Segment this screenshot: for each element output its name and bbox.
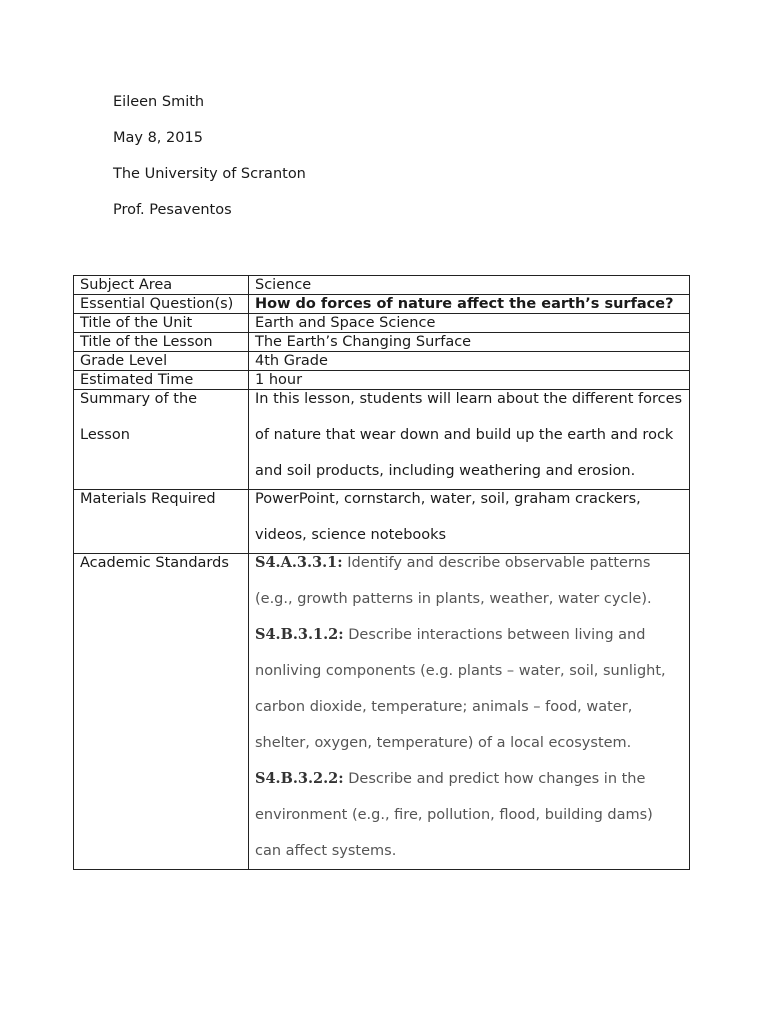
table-row: [74, 276, 690, 295]
author-name: Eileen Smith: [113, 94, 205, 110]
professor-name: Prof. Pesaventos: [113, 202, 232, 218]
table-row: [74, 490, 690, 554]
standards-label: Academic Standards: [74, 554, 249, 870]
summary-text: In this lesson, students will learn about the different forces of nature that wear down and build up the earth and rock and soil products, including weathering and erosion.: [255, 391, 683, 479]
document-header: [113, 92, 306, 236]
essential-question-value: [249, 295, 690, 314]
standard-description: Describe and predict how changes in the environment (e.g., fire, pollution, flood, building dams) can affect systems.: [255, 771, 653, 859]
standard-code: S4.A.3.3.1:: [255, 554, 343, 571]
standard-code: S4.B.3.1.2:: [255, 626, 344, 643]
lesson-title-value: The Earth’s Changing Surface: [249, 333, 690, 352]
lesson-title-label: Title of the Lesson: [74, 333, 249, 352]
standard-item: [255, 617, 683, 761]
standards-value: [249, 554, 690, 870]
subject-area-value: Science: [249, 276, 690, 295]
table-row: [74, 314, 690, 333]
estimated-time-value: 1 hour: [249, 371, 690, 390]
standard-item: [255, 761, 683, 869]
unit-title-label: Title of the Unit: [74, 314, 249, 333]
grade-level-value: 4th Grade: [249, 352, 690, 371]
summary-value: [249, 390, 690, 490]
table-row: [74, 554, 690, 870]
table-row: [74, 333, 690, 352]
materials-text: PowerPoint, cornstarch, water, soil, graham crackers, videos, science notebooks: [255, 491, 641, 543]
materials-value: [249, 490, 690, 554]
table-row: [74, 352, 690, 371]
subject-area-label: Subject Area: [74, 276, 249, 295]
standard-code: S4.B.3.2.2:: [255, 770, 344, 787]
document-date: May 8, 2015: [113, 130, 203, 146]
standard-item: [255, 545, 683, 617]
essential-question-label: Essential Question(s): [74, 295, 249, 314]
summary-label: [74, 390, 249, 490]
estimated-time-label: Estimated Time: [74, 371, 249, 390]
summary-label-text: Summary of the Lesson: [80, 391, 198, 443]
standard-description: Describe interactions between living and nonliving components (e.g. plants – water, soil, sunlight, carbon dioxide, temperature; animals – food, water, shelter, oxygen, temperature) of a local ecosystem.: [255, 627, 666, 751]
unit-title-value: Earth and Space Science: [249, 314, 690, 333]
standard-description: Identify and describe observable patterns (e.g., growth patterns in plants, weather, water cycle).: [255, 555, 652, 607]
table-row: [74, 390, 690, 490]
essential-question-text: How do forces of nature affect the earth’s surface?: [255, 296, 674, 312]
school-name: The University of Scranton: [113, 166, 306, 182]
materials-label: Materials Required: [74, 490, 249, 554]
grade-level-label: Grade Level: [74, 352, 249, 371]
table-row: [74, 295, 690, 314]
lesson-plan-table: [73, 275, 690, 870]
